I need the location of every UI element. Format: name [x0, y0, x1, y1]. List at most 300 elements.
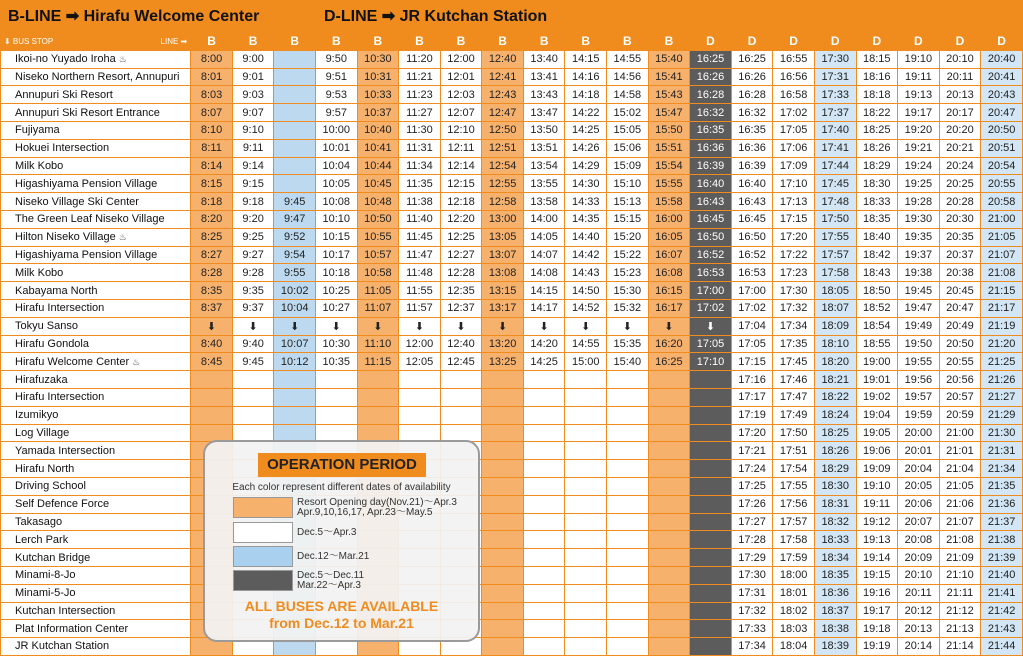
time-cell: 9:10	[232, 121, 274, 139]
operation-period-legend	[203, 440, 480, 642]
time-cell: 18:21	[814, 371, 856, 389]
time-cell: 14:22	[565, 104, 607, 122]
time-cell	[523, 620, 565, 638]
time-cell: 11:20	[399, 50, 441, 68]
time-cell: 16:35	[690, 121, 732, 139]
time-cell: 8:28	[191, 264, 233, 282]
time-cell: 18:16	[856, 68, 898, 86]
time-cell: 20:30	[939, 210, 981, 228]
time-cell: 21:35	[981, 477, 1023, 495]
time-cell	[191, 371, 233, 389]
time-cell: 19:00	[856, 353, 898, 371]
time-cell: 16:15	[648, 282, 690, 300]
time-cell: 19:59	[898, 406, 940, 424]
time-cell: 12:50	[482, 121, 524, 139]
time-cell: 13:40	[523, 50, 565, 68]
time-cell	[648, 477, 690, 495]
line-header-b: B	[274, 33, 316, 51]
time-cell: 10:30	[315, 335, 357, 353]
time-cell	[648, 406, 690, 424]
table-row	[1, 513, 1023, 531]
bus-stop-label: Driving School	[15, 480, 86, 493]
time-cell: 12:03	[440, 86, 482, 104]
bus-stop-label: Minami-5-Jo	[15, 587, 76, 600]
time-cell	[565, 477, 607, 495]
time-cell: 10:02	[274, 282, 316, 300]
time-cell: 9:35	[232, 282, 274, 300]
time-cell: 17:34	[773, 317, 815, 335]
time-cell: 8:03	[191, 86, 233, 104]
table-row	[1, 282, 1023, 300]
time-cell: 10:18	[315, 264, 357, 282]
bus-stop-label: Annupuri Ski Resort	[15, 88, 113, 101]
time-cell: 18:03	[773, 620, 815, 638]
time-cell	[565, 460, 607, 478]
time-cell: 11:21	[399, 68, 441, 86]
time-cell	[565, 638, 607, 656]
time-cell: 20:00	[898, 424, 940, 442]
time-cell: ⬇	[690, 317, 732, 335]
time-cell: 8:14	[191, 157, 233, 175]
table-row	[1, 317, 1023, 335]
time-cell	[523, 566, 565, 584]
table-row	[1, 353, 1023, 371]
time-cell: 9:52	[274, 228, 316, 246]
time-cell: 12:41	[482, 68, 524, 86]
time-cell: 20:50	[981, 121, 1023, 139]
time-cell: 10:25	[315, 282, 357, 300]
time-cell	[607, 388, 649, 406]
time-cell: 8:37	[191, 299, 233, 317]
time-cell: 11:35	[399, 175, 441, 193]
time-cell: 16:43	[731, 193, 773, 211]
bus-stop-label: Milk Kobo	[15, 266, 64, 279]
time-cell: 21:40	[981, 566, 1023, 584]
time-cell: 16:53	[731, 264, 773, 282]
time-cell: 10:57	[357, 246, 399, 264]
time-cell: 10:31	[357, 68, 399, 86]
time-cell: 10:00	[315, 121, 357, 139]
time-cell: 12:27	[440, 246, 482, 264]
time-cell: 21:04	[939, 460, 981, 478]
time-cell: 14:33	[565, 193, 607, 211]
time-cell: 16:36	[690, 139, 732, 157]
bus-stop-name	[1, 566, 191, 584]
time-cell: 10:01	[315, 139, 357, 157]
time-cell: 17:05	[690, 335, 732, 353]
time-cell: 19:16	[856, 584, 898, 602]
time-cell: 17:41	[814, 139, 856, 157]
time-cell: 15:05	[607, 121, 649, 139]
line-header-b: B	[523, 33, 565, 51]
time-cell: 20:05	[898, 477, 940, 495]
time-cell: 17:22	[773, 246, 815, 264]
bus-stop-name	[1, 638, 191, 656]
time-cell	[482, 388, 524, 406]
time-cell: 21:10	[939, 566, 981, 584]
time-cell: 20:13	[939, 86, 981, 104]
table-row	[1, 139, 1023, 157]
time-cell: 13:20	[482, 335, 524, 353]
legend-title: OPERATION PERIOD	[258, 453, 426, 477]
time-cell: 17:49	[773, 406, 815, 424]
time-cell: 12:51	[482, 139, 524, 157]
time-cell: 15:35	[607, 335, 649, 353]
time-cell	[690, 495, 732, 513]
time-cell: 17:16	[731, 371, 773, 389]
time-cell	[648, 549, 690, 567]
time-cell	[648, 602, 690, 620]
time-cell	[648, 584, 690, 602]
table-row	[1, 86, 1023, 104]
time-cell	[523, 388, 565, 406]
time-cell: 17:32	[773, 299, 815, 317]
time-cell: 15:20	[607, 228, 649, 246]
time-cell: 12:25	[440, 228, 482, 246]
time-cell	[607, 477, 649, 495]
time-cell: 17:19	[731, 406, 773, 424]
time-cell	[482, 602, 524, 620]
time-cell: 11:48	[399, 264, 441, 282]
time-cell: 17:00	[731, 282, 773, 300]
bus-stop-name	[1, 157, 191, 175]
time-cell	[523, 638, 565, 656]
time-cell	[274, 157, 316, 175]
table-row	[1, 210, 1023, 228]
legend-swatch-blue	[233, 546, 293, 567]
time-cell: 16:25	[690, 50, 732, 68]
time-cell	[523, 477, 565, 495]
time-cell	[648, 620, 690, 638]
time-cell: 20:20	[939, 121, 981, 139]
time-cell: 19:17	[856, 602, 898, 620]
time-cell: 16:26	[731, 68, 773, 86]
time-cell: 14:16	[565, 68, 607, 86]
time-cell: 17:45	[814, 175, 856, 193]
bus-stop-label: Self Defence Force	[15, 498, 110, 511]
time-cell: 21:29	[981, 406, 1023, 424]
time-cell: 12:15	[440, 175, 482, 193]
line-header-d: D	[814, 33, 856, 51]
time-cell: 17:10	[773, 175, 815, 193]
time-cell: 18:07	[814, 299, 856, 317]
time-cell: 20:14	[898, 638, 940, 656]
time-cell: 17:26	[731, 495, 773, 513]
bus-stop-label: Hirafu Gondola	[15, 337, 89, 350]
time-cell: 21:26	[981, 371, 1023, 389]
time-cell	[648, 566, 690, 584]
legend-footer-line2: from Dec.12 to Mar.21	[269, 615, 414, 631]
table-row	[1, 638, 1023, 656]
legend-swatch-gray	[233, 570, 293, 591]
bus-stop-name	[1, 442, 191, 460]
time-cell: 8:27	[191, 246, 233, 264]
time-cell: 14:26	[565, 139, 607, 157]
bus-stop-label: Annupuri Ski Resort Entrance	[15, 106, 160, 119]
time-cell: 15:06	[607, 139, 649, 157]
legend-footer-line1: ALL BUSES ARE AVAILABLE	[244, 598, 439, 614]
legend-text-blue	[297, 552, 472, 562]
time-cell: 10:07	[274, 335, 316, 353]
time-cell: 16:05	[648, 228, 690, 246]
time-cell: 17:23	[773, 264, 815, 282]
time-cell	[690, 388, 732, 406]
time-cell: 16:50	[731, 228, 773, 246]
time-cell: 13:05	[482, 228, 524, 246]
hot-spring-icon: ♨	[118, 54, 127, 65]
time-cell: 15:43	[648, 86, 690, 104]
time-cell: 12:40	[482, 50, 524, 68]
time-cell: 9:47	[274, 210, 316, 228]
time-cell: 9:20	[232, 210, 274, 228]
time-cell: 18:05	[814, 282, 856, 300]
time-cell	[482, 424, 524, 442]
time-cell	[274, 68, 316, 86]
time-cell: 17:24	[731, 460, 773, 478]
legend-text-gray	[297, 571, 472, 591]
time-cell: 21:07	[939, 513, 981, 531]
table-row	[1, 104, 1023, 122]
legend-text-white	[297, 528, 472, 538]
time-cell: 15:40	[648, 50, 690, 68]
time-cell: 20:24	[939, 157, 981, 175]
bus-stop-label: Hirafu Welcome Center	[15, 355, 130, 368]
time-cell: 14:30	[565, 175, 607, 193]
time-cell	[191, 388, 233, 406]
line-header-b: B	[440, 33, 482, 51]
time-cell: 12:54	[482, 157, 524, 175]
time-cell: 17:40	[814, 121, 856, 139]
time-cell: 14:25	[523, 353, 565, 371]
time-cell	[607, 460, 649, 478]
time-cell	[232, 388, 274, 406]
time-cell: 16:40	[690, 175, 732, 193]
legend-swatch-orange	[233, 497, 293, 518]
time-cell: 13:07	[482, 246, 524, 264]
bus-stop-label: JR Kutchan Station	[15, 640, 110, 653]
time-cell: 12:43	[482, 86, 524, 104]
time-cell: 17:37	[814, 104, 856, 122]
time-cell: 18:25	[814, 424, 856, 442]
time-cell: 18:30	[814, 477, 856, 495]
time-cell	[274, 406, 316, 424]
table-row	[1, 175, 1023, 193]
time-cell	[648, 388, 690, 406]
b-line-title: B-LINE ➡ Hirafu Welcome Center	[8, 8, 260, 25]
time-cell: 8:25	[191, 228, 233, 246]
table-row	[1, 388, 1023, 406]
time-cell: 16:20	[648, 335, 690, 353]
legend-text-orange	[297, 498, 472, 518]
time-cell: ⬇	[565, 317, 607, 335]
time-cell: 19:17	[898, 104, 940, 122]
time-cell: 8:18	[191, 193, 233, 211]
time-cell: 15:50	[648, 121, 690, 139]
time-cell: 18:37	[814, 602, 856, 620]
time-cell: 13:00	[482, 210, 524, 228]
legend-text-line: Dec.5～Apr.3	[297, 527, 357, 538]
table-row	[1, 442, 1023, 460]
time-cell	[607, 513, 649, 531]
time-cell: 20:54	[981, 157, 1023, 175]
time-cell: 10:37	[357, 104, 399, 122]
time-cell: 14:52	[565, 299, 607, 317]
time-cell	[523, 602, 565, 620]
time-cell: 21:31	[981, 442, 1023, 460]
time-cell: 20:55	[981, 175, 1023, 193]
bus-stop-name	[1, 460, 191, 478]
line-header-b: B	[232, 33, 274, 51]
time-cell: 21:05	[981, 228, 1023, 246]
time-cell	[523, 549, 565, 567]
time-cell	[274, 175, 316, 193]
time-cell	[523, 531, 565, 549]
time-cell	[690, 638, 732, 656]
time-cell: 20:40	[981, 50, 1023, 68]
time-cell: 17:25	[731, 477, 773, 495]
time-cell: 17:21	[731, 442, 773, 460]
line-header-d: D	[856, 33, 898, 51]
time-cell: 10:58	[357, 264, 399, 282]
time-cell: 19:30	[898, 210, 940, 228]
time-cell: 10:50	[357, 210, 399, 228]
bus-stop-label: Minami-8-Jo	[15, 569, 76, 582]
time-cell	[648, 495, 690, 513]
time-cell: 12:11	[440, 139, 482, 157]
time-cell	[523, 371, 565, 389]
time-cell	[607, 638, 649, 656]
time-cell: 16:52	[690, 246, 732, 264]
time-cell	[648, 460, 690, 478]
time-cell: 19:11	[898, 68, 940, 86]
bus-stop-name	[1, 139, 191, 157]
bus-stop-label: Plat Information Center	[15, 622, 129, 635]
time-cell	[274, 371, 316, 389]
table-row	[1, 424, 1023, 442]
time-cell: 17:57	[814, 246, 856, 264]
time-cell: 21:27	[981, 388, 1023, 406]
table-row	[1, 371, 1023, 389]
table-row	[1, 620, 1023, 638]
time-cell	[274, 50, 316, 68]
time-cell: 21:00	[981, 210, 1023, 228]
legend-text-line: Mar.22～Apr.3	[297, 580, 361, 591]
time-cell: 9:50	[315, 50, 357, 68]
table-row	[1, 157, 1023, 175]
time-cell: 18:35	[814, 566, 856, 584]
time-cell: 18:09	[814, 317, 856, 335]
time-cell: 20:47	[939, 299, 981, 317]
bus-stop-name	[1, 317, 191, 335]
time-cell: 18:29	[814, 460, 856, 478]
time-cell: 17:29	[731, 549, 773, 567]
time-cell: 8:40	[191, 335, 233, 353]
time-cell: 11:15	[357, 353, 399, 371]
time-cell: 18:43	[856, 264, 898, 282]
time-cell: 19:38	[898, 264, 940, 282]
time-cell: 11:30	[399, 121, 441, 139]
time-cell: 17:02	[690, 299, 732, 317]
time-cell: 19:57	[898, 388, 940, 406]
time-cell: 17:46	[773, 371, 815, 389]
bus-stop-label: The Green Leaf Niseko Village	[15, 213, 165, 226]
time-cell: 16:35	[731, 121, 773, 139]
time-cell: ⬇	[399, 317, 441, 335]
time-cell: 17:20	[773, 228, 815, 246]
bus-stop-label: Lerch Park	[15, 533, 69, 546]
table-row	[1, 246, 1023, 264]
time-cell	[690, 566, 732, 584]
time-cell: 17:02	[773, 104, 815, 122]
time-cell: 9:01	[232, 68, 274, 86]
line-header-b: B	[315, 33, 357, 51]
time-cell	[523, 495, 565, 513]
time-cell: 10:35	[315, 353, 357, 371]
bus-stop-name	[1, 299, 191, 317]
time-cell: 12:35	[440, 282, 482, 300]
time-cell: ⬇	[232, 317, 274, 335]
time-cell: 11:07	[357, 299, 399, 317]
time-cell: 20:10	[898, 566, 940, 584]
time-cell	[482, 460, 524, 478]
time-cell	[357, 371, 399, 389]
bus-stop-label: Kabayama North	[15, 284, 98, 297]
time-cell: 17:30	[773, 282, 815, 300]
time-cell: 12:55	[482, 175, 524, 193]
time-cell: 16:43	[690, 193, 732, 211]
hot-spring-icon: ♨	[132, 356, 141, 367]
time-cell: 18:20	[814, 353, 856, 371]
time-cell: 12:00	[440, 50, 482, 68]
time-cell: 17:33	[814, 86, 856, 104]
legend-note: Each color represent different dates of availability	[232, 482, 451, 493]
time-cell: 13:08	[482, 264, 524, 282]
time-cell	[607, 602, 649, 620]
time-cell: 9:15	[232, 175, 274, 193]
time-cell: 16:07	[648, 246, 690, 264]
time-cell: 20:08	[898, 531, 940, 549]
time-cell: 21:38	[981, 531, 1023, 549]
bus-stop-label: Higashiyama Pension Village	[15, 177, 158, 190]
line-header-b: B	[648, 33, 690, 51]
time-cell: 18:42	[856, 246, 898, 264]
time-cell: 18:01	[773, 584, 815, 602]
time-cell: 9:45	[232, 353, 274, 371]
time-cell	[274, 86, 316, 104]
bus-stop-name	[1, 121, 191, 139]
time-cell: 19:45	[898, 282, 940, 300]
time-cell: 17:05	[731, 335, 773, 353]
time-cell: 17:02	[731, 299, 773, 317]
time-cell: 21:07	[981, 246, 1023, 264]
time-cell: 14:40	[565, 228, 607, 246]
time-cell: 17:48	[814, 193, 856, 211]
legend-footer	[205, 598, 478, 632]
time-cell: 18:31	[814, 495, 856, 513]
time-cell	[607, 424, 649, 442]
time-cell	[690, 460, 732, 478]
time-cell	[315, 371, 357, 389]
time-cell: 18:55	[856, 335, 898, 353]
time-cell: 19:19	[856, 638, 898, 656]
time-cell: 17:15	[731, 353, 773, 371]
time-cell: 12:01	[440, 68, 482, 86]
time-cell: 17:31	[731, 584, 773, 602]
time-cell: 8:15	[191, 175, 233, 193]
bus-stop-label: Tokyu Sanso	[15, 320, 78, 333]
time-cell: 20:55	[939, 353, 981, 371]
time-cell: 16:25	[731, 50, 773, 68]
